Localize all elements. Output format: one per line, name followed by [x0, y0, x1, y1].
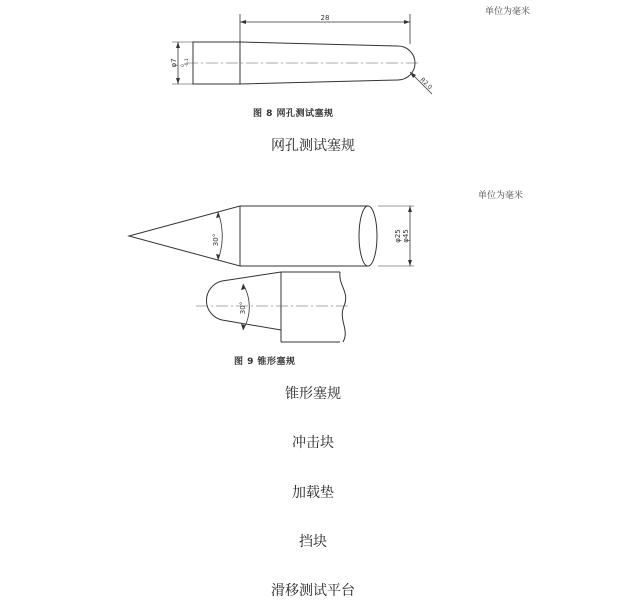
figure9-diameter-small: φ25	[394, 229, 402, 243]
figure9-unit-note: 单位为毫米	[478, 191, 524, 201]
figure9-caption: 图 9 锥形塞规	[234, 357, 296, 367]
item-stop-block: 挡块	[299, 534, 327, 550]
figure8-unit-note: 单位为毫米	[485, 7, 531, 17]
figure8-caption: 图 8 网孔测试塞规	[253, 109, 334, 119]
figure9-angle-bottom: 30°	[239, 301, 247, 315]
figure8-tolerance-lower: -0.1	[185, 58, 190, 67]
figure8-length-dim: 28	[320, 14, 330, 22]
figure9-angle-top: 30°	[212, 233, 220, 247]
figure8-radius-dim: R2.0	[418, 76, 434, 92]
item-loading-pad: 加载垫	[292, 485, 334, 501]
item-impact-block: 冲击块	[292, 435, 334, 451]
item-slip-test-platform: 滑移测试平台	[271, 583, 355, 599]
figure9-diameter-large: φ45	[402, 229, 410, 243]
item-cone-gauge: 锥形塞规	[285, 386, 341, 402]
item-mesh-gauge: 网孔测试塞规	[271, 138, 355, 154]
figure8-diameter-dim: φ7	[170, 58, 178, 68]
figure8-tolerance-upper: 0	[181, 64, 186, 67]
